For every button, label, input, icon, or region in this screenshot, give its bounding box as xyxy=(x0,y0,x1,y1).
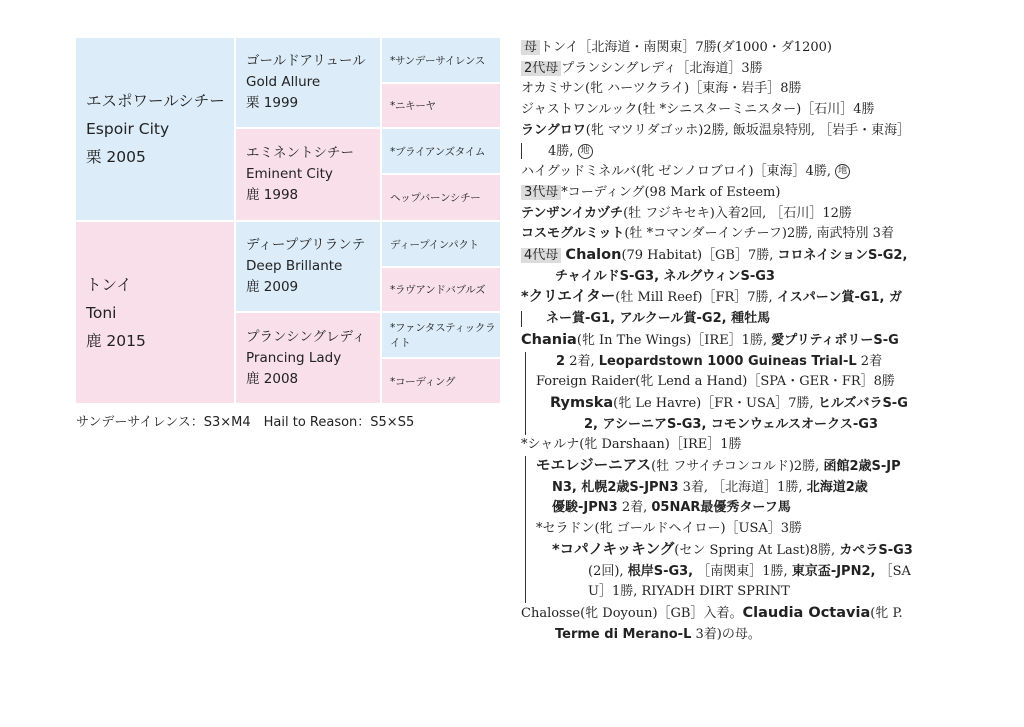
line-10: コスモグルミット(牡 *コマンダーインチーフ)2勝, 南武特別 3着 xyxy=(521,226,894,242)
sire-name-en: Espoir City xyxy=(86,120,170,138)
g3-name: *ブライアンズタイム xyxy=(390,145,486,158)
line-24: *セラドン(牝 ゴールドヘイロー)［USA］3勝 xyxy=(536,521,803,537)
g3-name: ディープインパクト xyxy=(390,238,479,251)
g3-cell-1 xyxy=(382,38,500,82)
line-4th-dam: 4代母 Chalon(79 Habitat)［GB］7勝, コロネイションS-G2, xyxy=(521,245,1011,267)
g3-name: *サンデーサイレンス xyxy=(390,54,485,67)
g3-cell-8 xyxy=(382,359,500,403)
ds-name-en: Deep Brillante xyxy=(246,258,343,274)
g3-name: *ニキーヤ xyxy=(390,100,436,112)
line-25: *コパノキッキング(セン Spring At Last)8勝, カペラS-G3 xyxy=(552,541,913,558)
line-7: ハイグッドミネルバ(牝 ゼンノロブロイ)［東海］4勝, 地 xyxy=(521,162,1011,183)
line-23: 優駿-JPN3 2着, 05NAR最優秀ターフ馬 xyxy=(552,500,791,516)
line-21: モエレジーニアス(牡 フサイチコンコルド)2勝, 函館2歳S-JP xyxy=(536,458,901,475)
gen-tag: 4代母 xyxy=(521,248,561,263)
g3-cell-7 xyxy=(382,313,500,357)
dam-name-ja: トンイ xyxy=(86,275,132,294)
dam-cell xyxy=(76,222,234,403)
dam-name-en: Toni xyxy=(86,303,117,322)
line-19: 2, アシーニアS-G3, コモンウェルスオークス-G3 xyxy=(584,416,878,432)
g3-cell-3 xyxy=(382,129,500,173)
dd-name-ja: プランシングレディ xyxy=(246,328,366,345)
dam-sire-cell xyxy=(236,222,380,311)
g3-cell-5 xyxy=(382,222,500,266)
ds-name-ja: ディープブリランテ xyxy=(246,237,366,253)
g3-cell-2 xyxy=(382,84,500,127)
line-15: Chania(牝 In The Wings)［IRE］1勝, 愛プリティポリーS-G xyxy=(521,331,899,348)
line-16: 2 2着, Leopardstown 1000 Guineas Trial-L 2着 xyxy=(556,353,883,369)
local-mark-icon: 地 xyxy=(835,164,850,179)
line-2nd-dam: 2代母 プランシングレディ［北海道］3勝 xyxy=(521,59,1011,80)
line-18: Rymska(牝 Le Havre)［FR・USA］7勝, ヒルズバラS-G xyxy=(550,394,908,411)
line-26: (2回), 根岸S-G3, ［南関東］1勝, 東京盃-JPN2, ［SA xyxy=(588,563,911,579)
line-5: ラングロワ(牝 マツリダゴッホ)2勝, 飯坂温泉特別, ［岩手・東海］ xyxy=(521,122,911,138)
gen-tag: 母 xyxy=(521,40,540,55)
gen-tag: 3代母 xyxy=(521,185,561,200)
g3-name: *ラヴアンドバブルズ xyxy=(390,284,486,296)
g3-name: *コーディング xyxy=(390,375,456,388)
ss-info: 栗 1999 xyxy=(246,95,299,111)
gen-tag: 2代母 xyxy=(521,61,561,76)
line-dam: 母 トンイ［北海道・南関東］7勝(ダ1000・ダ1200) xyxy=(521,38,1011,59)
line-27: U］1勝, RIYADH DIRT SPRINT xyxy=(588,584,790,600)
line-6: 4勝, 地 xyxy=(521,142,1011,163)
sd-name-en: Eminent City xyxy=(246,166,333,182)
dam-dam-cell xyxy=(236,313,380,403)
dd-name-en: Prancing Lady xyxy=(246,349,342,366)
dam-info: 鹿 2015 xyxy=(86,331,146,350)
sire-sire-cell xyxy=(236,38,380,127)
dd-info: 鹿 2008 xyxy=(246,370,299,387)
ss-name-ja: ゴールドアリュール xyxy=(246,53,366,69)
sire-cell xyxy=(76,38,234,220)
sire-info: 栗 2005 xyxy=(86,148,146,166)
line-4: ジャストワンルック(牡 *シニスターミニスター)［石川］4勝 xyxy=(521,102,875,118)
g3-name: *ファンタスティックライト xyxy=(390,322,496,349)
line-3rd-dam: 3代母 *コーディング(98 Mark of Esteem) xyxy=(521,183,1011,204)
line-28: Chalosse(牝 Doyoun)［GB］入着。Claudia Octavia(牝 P. xyxy=(521,604,903,621)
inbreeding-note: サンデーサイレンス：S3×M4 Hail to Reason：S5×S5 xyxy=(76,415,415,430)
line-13: *クリエイター(牡 Mill Reef)［FR］7勝, イスパーン賞-G1, ガ xyxy=(521,289,903,306)
line-17: Foreign Raider(牝 Lend a Hand)［SPA・GER・FR］8勝 xyxy=(536,374,895,390)
ss-name-en: Gold Allure xyxy=(246,74,321,90)
line-20: *シャルナ(牝 Darshaan)［IRE］1勝 xyxy=(521,437,742,453)
sharuna-progeny xyxy=(525,456,1011,603)
line-22: N3, 札幌2歳S-JPN3 3着, ［北海道］1勝, 北海道2歳 xyxy=(552,479,868,495)
family-notes xyxy=(521,38,1011,645)
g3-name: ヘップバーンシチー xyxy=(390,192,481,204)
line-12: チャイルドS-G3, ネルグウィンS-G3 xyxy=(555,268,775,284)
g3-cell-4 xyxy=(382,175,500,220)
sd-info: 鹿 1998 xyxy=(246,187,299,203)
sd-name-ja: エミネントシチー xyxy=(246,145,354,161)
g3-cell-6 xyxy=(382,268,500,311)
local-mark-icon: 地 xyxy=(578,144,593,159)
sire-dam-cell xyxy=(236,129,380,220)
sire-name-ja: エスポワールシチー xyxy=(86,92,225,110)
line-14: ネー賞-G1, アルクール賞-G2, 種牡馬 xyxy=(521,309,1011,330)
line-29: Terme di Merano-L 3着)の母。 xyxy=(555,626,761,642)
line-9: テンザンイカヅチ(牡 フジキセキ)入着2回, ［石川］12勝 xyxy=(521,205,852,221)
chania-progeny xyxy=(525,352,1011,436)
ds-info: 鹿 2009 xyxy=(246,279,299,295)
line-3: オカミサン(牝 ハーツクライ)［東海・岩手］8勝 xyxy=(521,81,802,97)
